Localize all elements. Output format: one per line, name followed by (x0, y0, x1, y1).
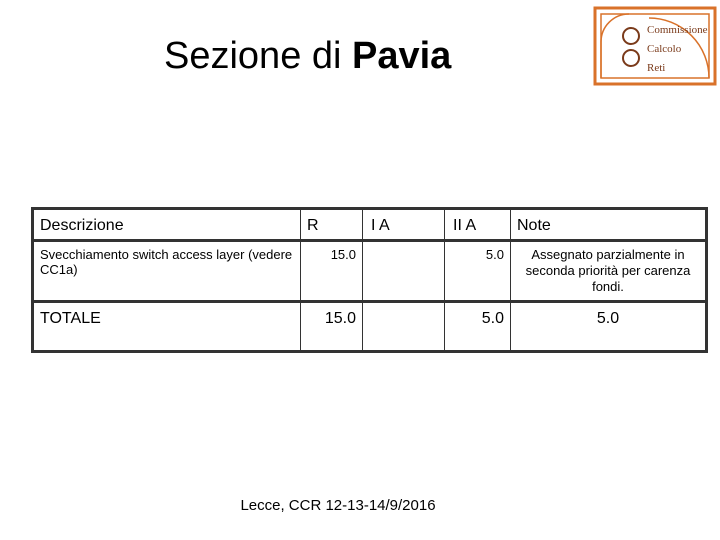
page-title (164, 34, 451, 78)
total-r: 15.0 (301, 302, 363, 352)
logo-line-2: Calcolo (647, 43, 682, 55)
footer-text: Lecce, CCR 12-13-14/9/2016 (240, 497, 436, 514)
table-header-row (33, 209, 707, 241)
header-note: Note (511, 209, 707, 241)
header-descrizione: Descrizione (33, 209, 301, 241)
logo-line-1: Commissione (647, 24, 708, 36)
cell-descrizione: Svecchiamento switch access layer (vedere CC1a) (33, 241, 301, 302)
title-prefix: Sezione di (164, 35, 353, 77)
table-row (33, 241, 707, 302)
table-total-row (33, 302, 707, 352)
title-section-name: Pavia (352, 35, 452, 77)
ccr-logo (593, 6, 717, 86)
logo-line-3: Reti (647, 62, 666, 74)
header-ia: I A (363, 209, 445, 241)
cell-r: 15.0 (301, 241, 363, 302)
cell-note: Assegnato parzialmente in seconda priorità per carenza fondi. (511, 241, 707, 302)
total-ia (363, 302, 445, 352)
cell-ia (363, 241, 445, 302)
header-r: R (301, 209, 363, 241)
total-note: 5.0 (511, 302, 707, 352)
budget-table (31, 207, 708, 353)
header-iia: II A (445, 209, 511, 241)
total-iia: 5.0 (445, 302, 511, 352)
cell-iia: 5.0 (445, 241, 511, 302)
total-label: TOTALE (33, 302, 301, 352)
